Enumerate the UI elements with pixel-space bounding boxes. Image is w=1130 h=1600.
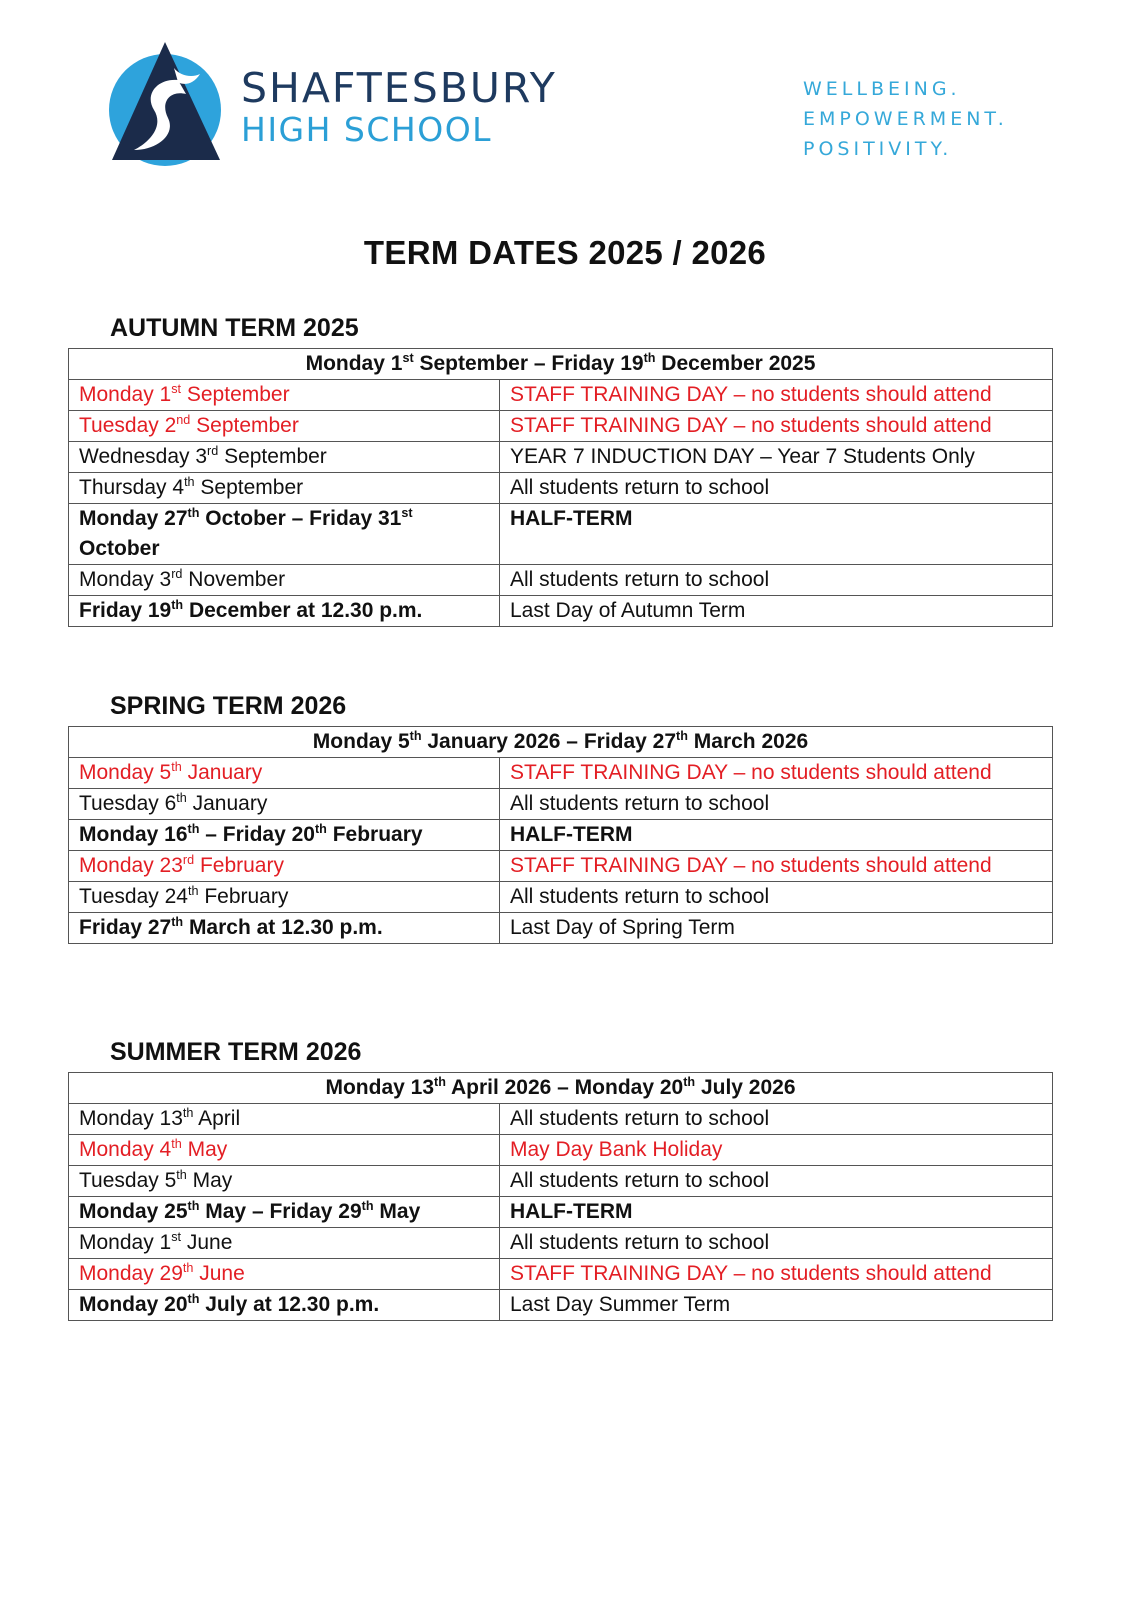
event-cell: STAFF TRAINING DAY – no students should attend [500, 851, 1053, 882]
table-row [69, 1135, 1053, 1166]
date-cell: Friday 27th March at 12.30 p.m. [69, 913, 500, 944]
event-cell: STAFF TRAINING DAY – no students should attend [500, 1259, 1053, 1290]
date-cell: Tuesday 24th February [69, 882, 500, 913]
event-cell: All students return to school [500, 1228, 1053, 1259]
motto-line: POSITIVITY. [803, 138, 953, 160]
event-cell: STAFF TRAINING DAY – no students should attend [500, 411, 1053, 442]
term-heading: AUTUMN TERM 2025 [110, 314, 359, 342]
event-cell: HALF-TERM [500, 1197, 1053, 1228]
motto-line: WELLBEING. [803, 78, 961, 100]
term-table [68, 348, 1053, 627]
event-cell: HALF-TERM [500, 504, 1053, 565]
date-cell: Monday 4th May [69, 1135, 500, 1166]
date-cell: Monday 1st June [69, 1228, 500, 1259]
date-cell: Tuesday 2nd September [69, 411, 500, 442]
school-logo [108, 38, 223, 173]
table-row [69, 504, 1053, 565]
date-cell: Thursday 4th September [69, 473, 500, 504]
event-cell: HALF-TERM [500, 820, 1053, 851]
date-cell: Monday 13th April [69, 1104, 500, 1135]
table-row [69, 820, 1053, 851]
date-cell: Monday 20th July at 12.30 p.m. [69, 1290, 500, 1321]
table-row [69, 411, 1053, 442]
event-cell: May Day Bank Holiday [500, 1135, 1053, 1166]
logo-emblem-icon [108, 38, 223, 173]
page-title: TERM DATES 2025 / 2026 [363, 234, 767, 271]
date-cell: Monday 5th January [69, 758, 500, 789]
event-cell: All students return to school [500, 1104, 1053, 1135]
term-span-row [69, 349, 1053, 380]
event-cell: All students return to school [500, 1166, 1053, 1197]
event-cell: Last Day Summer Term [500, 1290, 1053, 1321]
table-row [69, 380, 1053, 411]
event-cell: YEAR 7 INDUCTION DAY – Year 7 Students Only [500, 442, 1053, 473]
table-row [69, 1228, 1053, 1259]
table-row [69, 1197, 1053, 1228]
date-cell: Monday 1st September [69, 380, 500, 411]
date-cell: Monday 27th October – Friday 31st October [69, 504, 500, 565]
term-heading: SUMMER TERM 2026 [110, 1038, 362, 1066]
date-cell: Monday 23rd February [69, 851, 500, 882]
table-row [69, 1104, 1053, 1135]
date-cell: Friday 19th December at 12.30 p.m. [69, 596, 500, 627]
term-span-row [69, 1073, 1053, 1104]
motto-line: EMPOWERMENT. [803, 108, 1008, 130]
summer-term-section [68, 1036, 1053, 1321]
table-row [69, 596, 1053, 627]
event-cell: STAFF TRAINING DAY – no students should attend [500, 380, 1053, 411]
date-cell: Tuesday 5th May [69, 1166, 500, 1197]
table-row [69, 1290, 1053, 1321]
event-cell: All students return to school [500, 565, 1053, 596]
date-cell: Tuesday 6th January [69, 789, 500, 820]
table-row [69, 882, 1053, 913]
autumn-term-section [68, 312, 1053, 627]
event-cell: STAFF TRAINING DAY – no students should attend [500, 758, 1053, 789]
spring-term-section [68, 690, 1053, 944]
term-table [68, 1072, 1053, 1321]
table-row [69, 442, 1053, 473]
event-cell: All students return to school [500, 473, 1053, 504]
date-cell: Monday 25th May – Friday 29th May [69, 1197, 500, 1228]
table-row [69, 758, 1053, 789]
table-row [69, 851, 1053, 882]
event-cell: Last Day of Autumn Term [500, 596, 1053, 627]
table-row [69, 473, 1053, 504]
date-cell: Monday 29th June [69, 1259, 500, 1290]
school-type: HIGH SCHOOL [241, 110, 493, 149]
event-cell: All students return to school [500, 882, 1053, 913]
table-row [69, 1166, 1053, 1197]
term-span: Monday 1st September – Friday 19th December 2025 [69, 349, 1053, 380]
date-cell: Monday 16th – Friday 20th February [69, 820, 500, 851]
date-cell: Monday 3rd November [69, 565, 500, 596]
table-row [69, 1259, 1053, 1290]
table-row [69, 913, 1053, 944]
term-span-row [69, 727, 1053, 758]
school-name: SHAFTESBURY [241, 64, 557, 112]
date-cell: Wednesday 3rd September [69, 442, 500, 473]
table-row [69, 565, 1053, 596]
term-heading: SPRING TERM 2026 [110, 692, 347, 720]
table-row [69, 789, 1053, 820]
event-cell: Last Day of Spring Term [500, 913, 1053, 944]
term-table [68, 726, 1053, 944]
term-span: Monday 5th January 2026 – Friday 27th March 2026 [69, 727, 1053, 758]
school-wordmark [241, 64, 557, 149]
term-span: Monday 13th April 2026 – Monday 20th July 2026 [69, 1073, 1053, 1104]
event-cell: All students return to school [500, 789, 1053, 820]
school-motto [803, 74, 1008, 164]
